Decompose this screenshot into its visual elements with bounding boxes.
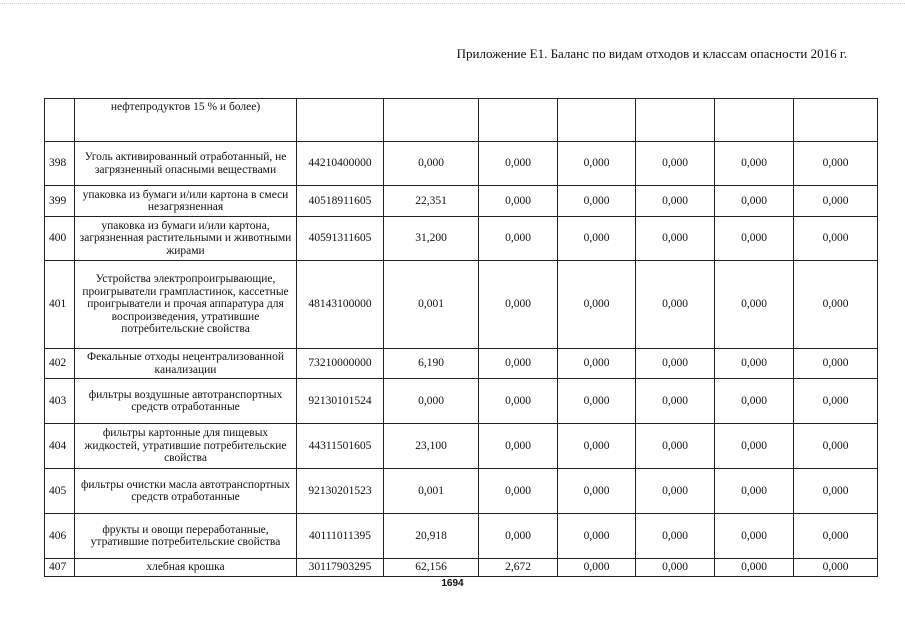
table-cell-v6: 0,000 [794,142,878,186]
table-cell-v4: 0,000 [636,142,715,186]
table-cell-v2: 0,000 [479,514,558,559]
table-cell-v1: 0,000 [384,379,479,424]
table-cell-v5: 0,000 [715,559,794,577]
table-cell-v5: 0,000 [715,514,794,559]
table-cell-v5: 0,000 [715,349,794,379]
table-cell-name: фильтры картонные для пищевых жидкостей, утратившие потребительские свойства [75,424,297,469]
table-cell-name: фильтры воздушные автотранспортных средств отработанные [75,379,297,424]
table-cell-code [297,99,384,142]
table-cell-v2: 2,672 [479,559,558,577]
table-cell-v1: 23,100 [384,424,479,469]
table-cell-num: 400 [45,217,75,261]
table-cell-v2 [479,99,558,142]
table-cell-code: 40518911605 [297,186,384,217]
table-cell-v4: 0,000 [636,186,715,217]
table-cell-v2: 0,000 [479,469,558,514]
table-cell-v2: 0,000 [479,349,558,379]
waste-balance-table [44,98,878,577]
table-cell-v3: 0,000 [558,142,636,186]
table-cell-v3: 0,000 [558,559,636,577]
table-cell-v4: 0,000 [636,424,715,469]
table-cell-v3: 0,000 [558,217,636,261]
table-body [45,99,878,577]
table-cell-v5: 0,000 [715,424,794,469]
page-number: 1694 [441,578,464,589]
table-row [45,142,878,186]
table-cell-v1: 22,351 [384,186,479,217]
table-cell-code: 92130101524 [297,379,384,424]
table-row [45,469,878,514]
table-cell-v4: 0,000 [636,379,715,424]
table-cell-v4: 0,000 [636,559,715,577]
table-cell-v3: 0,000 [558,469,636,514]
table-cell-name: упаковка из бумаги и/или картона, загрязненная растительными и животными жирами [75,217,297,261]
table-cell-name: Устройства электропроигрывающие, проигрыватели грампластинок, кассетные проигрыватели и прочая аппаратура для воспроизведения, утратившие потребительские свойства [75,261,297,349]
table-cell-code: 44210400000 [297,142,384,186]
table-cell-v3: 0,000 [558,261,636,349]
table-cell-v3: 0,000 [558,514,636,559]
table-cell-v4 [636,99,715,142]
table-cell-v3 [558,99,636,142]
scan-edge-noise [0,3,905,6]
table-row [45,514,878,559]
table-cell-v4: 0,000 [636,349,715,379]
table-cell-v2: 0,000 [479,379,558,424]
table-cell-v2: 0,000 [479,142,558,186]
table-cell-v6: 0,000 [794,349,878,379]
table-cell-name: нефтепродуктов 15 % и более) [75,99,297,142]
table-cell-v6: 0,000 [794,261,878,349]
table-cell-v3: 0,000 [558,379,636,424]
table-row [45,261,878,349]
table-cell-v1: 31,200 [384,217,479,261]
table-cell-num: 402 [45,349,75,379]
table-cell-v1: 20,918 [384,514,479,559]
table-cell-name: фрукты и овощи переработанные, утратившие потребительские свойства [75,514,297,559]
table-cell-code: 92130201523 [297,469,384,514]
table-cell-code: 44311501605 [297,424,384,469]
table-cell-v5: 0,000 [715,379,794,424]
table-cell-v5 [715,99,794,142]
table-cell-v5: 0,000 [715,469,794,514]
table-cell-v5: 0,000 [715,186,794,217]
table-cell-num: 407 [45,559,75,577]
table-cell-v6: 0,000 [794,514,878,559]
table-cell-v1: 0,001 [384,261,479,349]
table-cell-num: 401 [45,261,75,349]
table-cell-v6: 0,000 [794,559,878,577]
table-cell-v6 [794,99,878,142]
table-cell-name: Фекальные отходы нецентрализованной канализации [75,349,297,379]
table-row [45,349,878,379]
table-cell-name: хлебная крошка [75,559,297,577]
table-cell-code: 40111011395 [297,514,384,559]
table-cell-code: 73210000000 [297,349,384,379]
table-cell-code: 30117903295 [297,559,384,577]
table-row [45,99,878,142]
table-cell-v5: 0,000 [715,261,794,349]
table-cell-v4: 0,000 [636,217,715,261]
table-cell-v5: 0,000 [715,217,794,261]
table-cell-code: 48143100000 [297,261,384,349]
table-cell-num: 404 [45,424,75,469]
waste-balance-table-container [44,98,877,577]
table-cell-v3: 0,000 [558,186,636,217]
table-cell-num: 398 [45,142,75,186]
table-cell-v2: 0,000 [479,186,558,217]
table-cell-v2: 0,000 [479,261,558,349]
page-title: Приложение Е1. Баланс по видам отходов и классам опасности 2016 г. [456,46,847,61]
table-cell-num: 406 [45,514,75,559]
table-cell-name: фильтры очистки масла автотранспортных средств отработанные [75,469,297,514]
table-cell-v6: 0,000 [794,217,878,261]
table-cell-v3: 0,000 [558,424,636,469]
table-cell-v1 [384,99,479,142]
table-cell-v1: 0,001 [384,469,479,514]
table-cell-v6: 0,000 [794,186,878,217]
table-cell-name: Уголь активированный отработанный, не загрязненный опасными веществами [75,142,297,186]
table-cell-v1: 62,156 [384,559,479,577]
table-cell-v2: 0,000 [479,424,558,469]
table-row [45,379,878,424]
table-cell-v6: 0,000 [794,424,878,469]
table-cell-name: упаковка из бумаги и/или картона в смеси незагрязненная [75,186,297,217]
table-row [45,186,878,217]
table-cell-num: 403 [45,379,75,424]
table-cell-v4: 0,000 [636,514,715,559]
table-cell-v2: 0,000 [479,217,558,261]
table-row [45,424,878,469]
table-cell-v6: 0,000 [794,379,878,424]
table-cell-num: 405 [45,469,75,514]
table-cell-num: 399 [45,186,75,217]
table-cell-v1: 0,000 [384,142,479,186]
table-cell-code: 40591311605 [297,217,384,261]
table-cell-v4: 0,000 [636,469,715,514]
table-row [45,217,878,261]
table-cell-v1: 6,190 [384,349,479,379]
table-cell-v4: 0,000 [636,261,715,349]
table-cell-v5: 0,000 [715,142,794,186]
table-cell-num [45,99,75,142]
table-row [45,559,878,577]
table-cell-v3: 0,000 [558,349,636,379]
table-cell-v6: 0,000 [794,469,878,514]
